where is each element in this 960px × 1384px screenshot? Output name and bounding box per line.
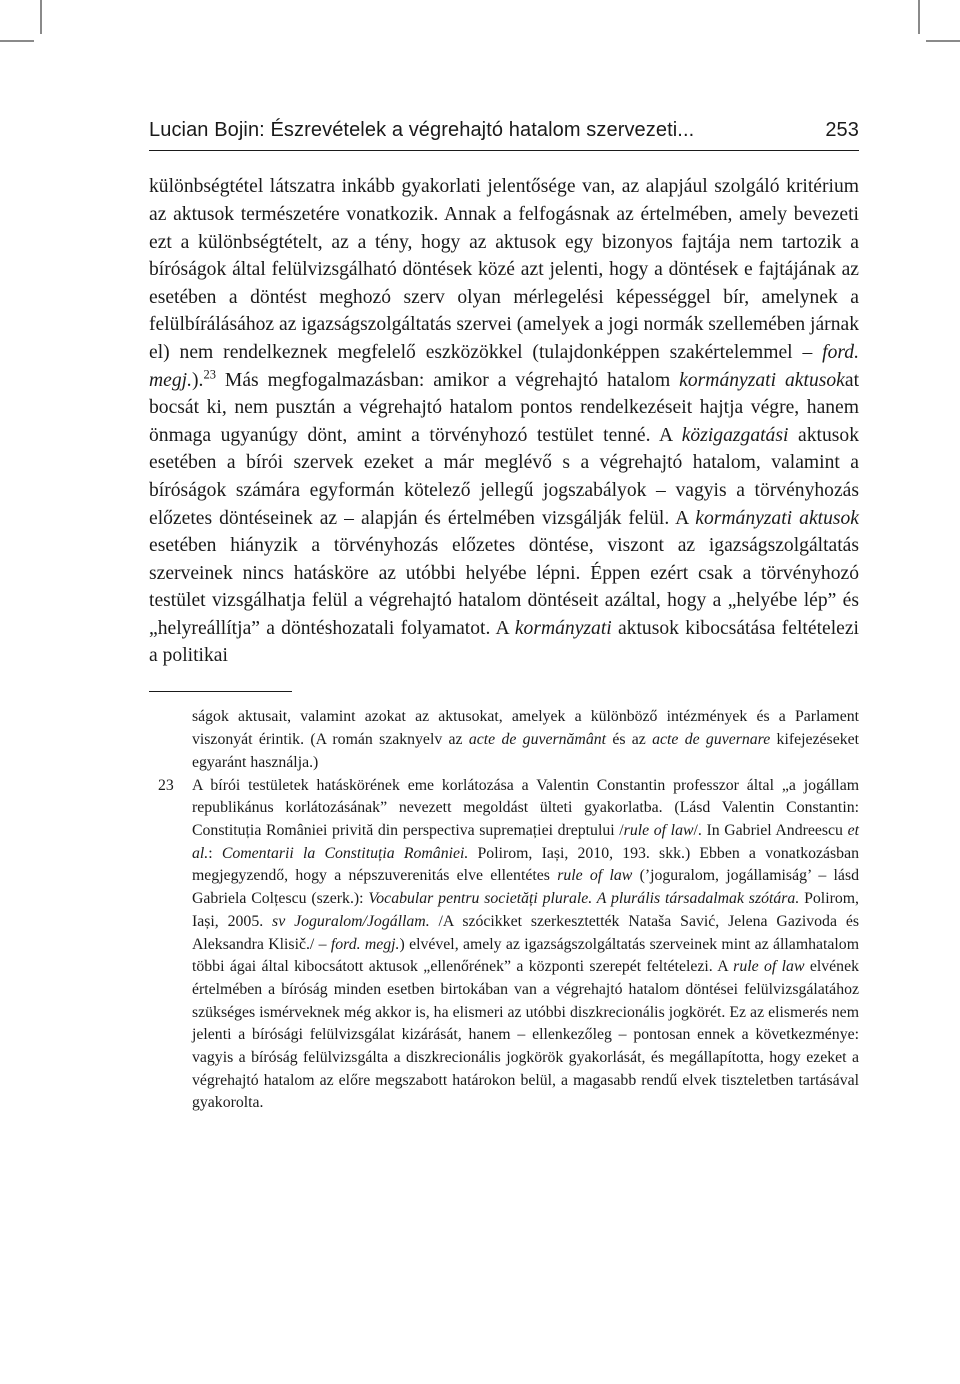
text-run: at bocsát ki, nem pusztán a végrehajtó hatalom pontos rendelkezéseit hajtja végre, hanem önmaga ugyanúgy dönt, amint a törvényhozó testület tenné. A — [149, 369, 860, 446]
italic-run: rule of law — [557, 867, 633, 885]
italic-run: kormányzati aktusok — [695, 507, 859, 529]
italic-run: Vocabular pentru societăți plurale. A plurális társadalmak szótára. — [368, 890, 800, 908]
text-run: Polirom, Iași, 2005. — [192, 890, 859, 930]
footnote-number: 23 — [158, 776, 174, 794]
text-run: ). — [192, 369, 204, 391]
italic-run: rule of law — [623, 821, 694, 839]
text-run: Más megfogalmazásban: amikor a végrehajtó hatalom — [215, 369, 680, 391]
text-run: esetében hiányzik a törvényhozás előzetes döntése, viszont az igazságszolgáltatás szerveinek nincs hatásköre az utóbbi helyébe lépni. Éppen ezért csak a törvényhozó testület vizsgálhatja felül a végrehajtó hatalom döntéseit azáltal, hogy a „helyébe lép” és „helyreállítja” a döntéshozatali folyamatot. A — [149, 535, 859, 639]
italic-run: sv Joguralom/Jogállam. — [272, 912, 430, 930]
italic-run: et al. — [192, 821, 859, 862]
footnote-rule — [149, 691, 292, 692]
crop-mark-top-right — [918, 0, 920, 34]
italic-run: kormányzati aktusok — [679, 369, 845, 391]
footnotes — [149, 706, 859, 1115]
main-text — [149, 173, 859, 670]
main-paragraph — [149, 173, 859, 670]
running-title: Lucian Bojin: Észrevételek a végrehajtó hatalom szervezeti... — [149, 119, 695, 141]
text-run: ságok aktusait, valamint azokat az aktusokat, amelyek a különböző intézmények és a Parlament viszonyát érintik. (A román szaknyelv az — [192, 708, 859, 749]
footnote-continuation — [149, 706, 859, 774]
text-run: és az — [606, 731, 653, 749]
italic-run: kormányzati — [514, 617, 612, 639]
footnote-23 — [149, 775, 859, 1116]
running-head — [149, 112, 859, 148]
text-run: Polirom, Iași, 2010, 193. skk.) Ebben a vonatkozásban megjegyzendő, hogy a népszuverenitás elve ellentétes — [192, 844, 859, 885]
text-run: : — [208, 844, 222, 862]
text-run: /. In Gabriel Andreescu — [693, 821, 848, 839]
text-run: különbségtétel látszatra inkább gyakorlati jelentősége van, az alapjául szolgáló kritérium az aktusok természetére vonatkozik. Annak a felfogásnak az értelmében, amely bevezeti ezt a különbségtételt, az a tény, hogy az aktusok egy bizonyos fajtája nem tartozik a bíróságok által felülvizsgálható döntések közé azt jelenti, hogy a döntések e fajtájának az esetében a döntést meghozó szerv olyan mérlegelési képességgel bír, amelynek a felülbírálásához az igazságszolgáltatás szervei (amelyek a jogi normák szellemében járnak el) nem rendelkeznek megfelelő eszközökkel (tulajdonképpen szakértelemmel – — [149, 176, 859, 363]
header-rule — [149, 150, 859, 151]
crop-mark-right — [926, 40, 960, 42]
page-number: 253 — [825, 119, 859, 141]
text-run: aktusok kibocsátása feltételezi a politikai — [149, 617, 859, 667]
italic-run: acte de guvernământ — [468, 731, 607, 749]
page — [149, 112, 859, 1115]
text-run: A bírói testületek hatáskörének eme korlátozása a Valentin Constantin professzor által „a jogállam republikánus korlátozásának” nevezett megoldást ülteti gyakorlatba. (Lásd Valentin Constantin: Constituția României privită din perspectiva supremației dreptului / — [192, 776, 859, 839]
text-run: elvének értelmében a bíróság minden esetben birtokában van a végrehajtó hatalom döntései felülvizsgálatához szükséges ismérveknek még akkor is, ha elismeri az utóbbi diszkrecionális jogkörét. Ez az elismerés nem jelenti a bírósági felülvizsgálat kizárását, hanem – ellenkezőleg – pontosan ennek a következménye: vagyis a bíróság felülvizsgálta a diszkrecionális jogkörök gyakorlását, és megállapította, hogy ezeket a végrehajtó hatalom az előre megszabott határokon belül, a magasabb rendű elvek tiszteletben tartásával gyakorolta. — [192, 958, 859, 1112]
italic-run: Comentarii la Constituția României. — [221, 844, 469, 862]
footnote-reference[interactable]: 23 — [203, 367, 216, 382]
crop-mark-left — [0, 40, 34, 42]
text-run: kifejezéseket egyaránt használja.) — [192, 731, 860, 771]
text-run: aktusok esetében a bírói szervek ezeket a már meglévő s a végrehajtó hatalom, valamint a bíróságok számára egyformán kötelező jellegű jogszabályok – vagyis a törvényhozás előzetes döntéseinek az – alapján és értelmében vizsgálják felül. A — [149, 424, 859, 529]
italic-run: ford. megj. — [149, 341, 859, 391]
crop-mark-top-left — [40, 0, 42, 34]
text-run: ) elvével, amely az igazságszolgáltatás szerveinek mint az államhatalom többi ágai által kibocsátott aktusok „ellenőrének” a központi szerepét feltételezi. A — [192, 935, 859, 976]
italic-run: acte de guvernare — [652, 731, 771, 749]
italic-run: ford. megj. — [330, 935, 400, 953]
text-run: (’joguralom, jogállamiság’ – lásd Gabriela Colțescu (szerk.): — [192, 867, 859, 908]
italic-run: rule of law — [733, 958, 805, 976]
italic-run: közigazgatási — [681, 424, 789, 446]
text-run: /A szócikket szerkesztették Nataša Savić, Jelena Gazivoda és Aleksandra Klisič./ – — [192, 912, 859, 953]
